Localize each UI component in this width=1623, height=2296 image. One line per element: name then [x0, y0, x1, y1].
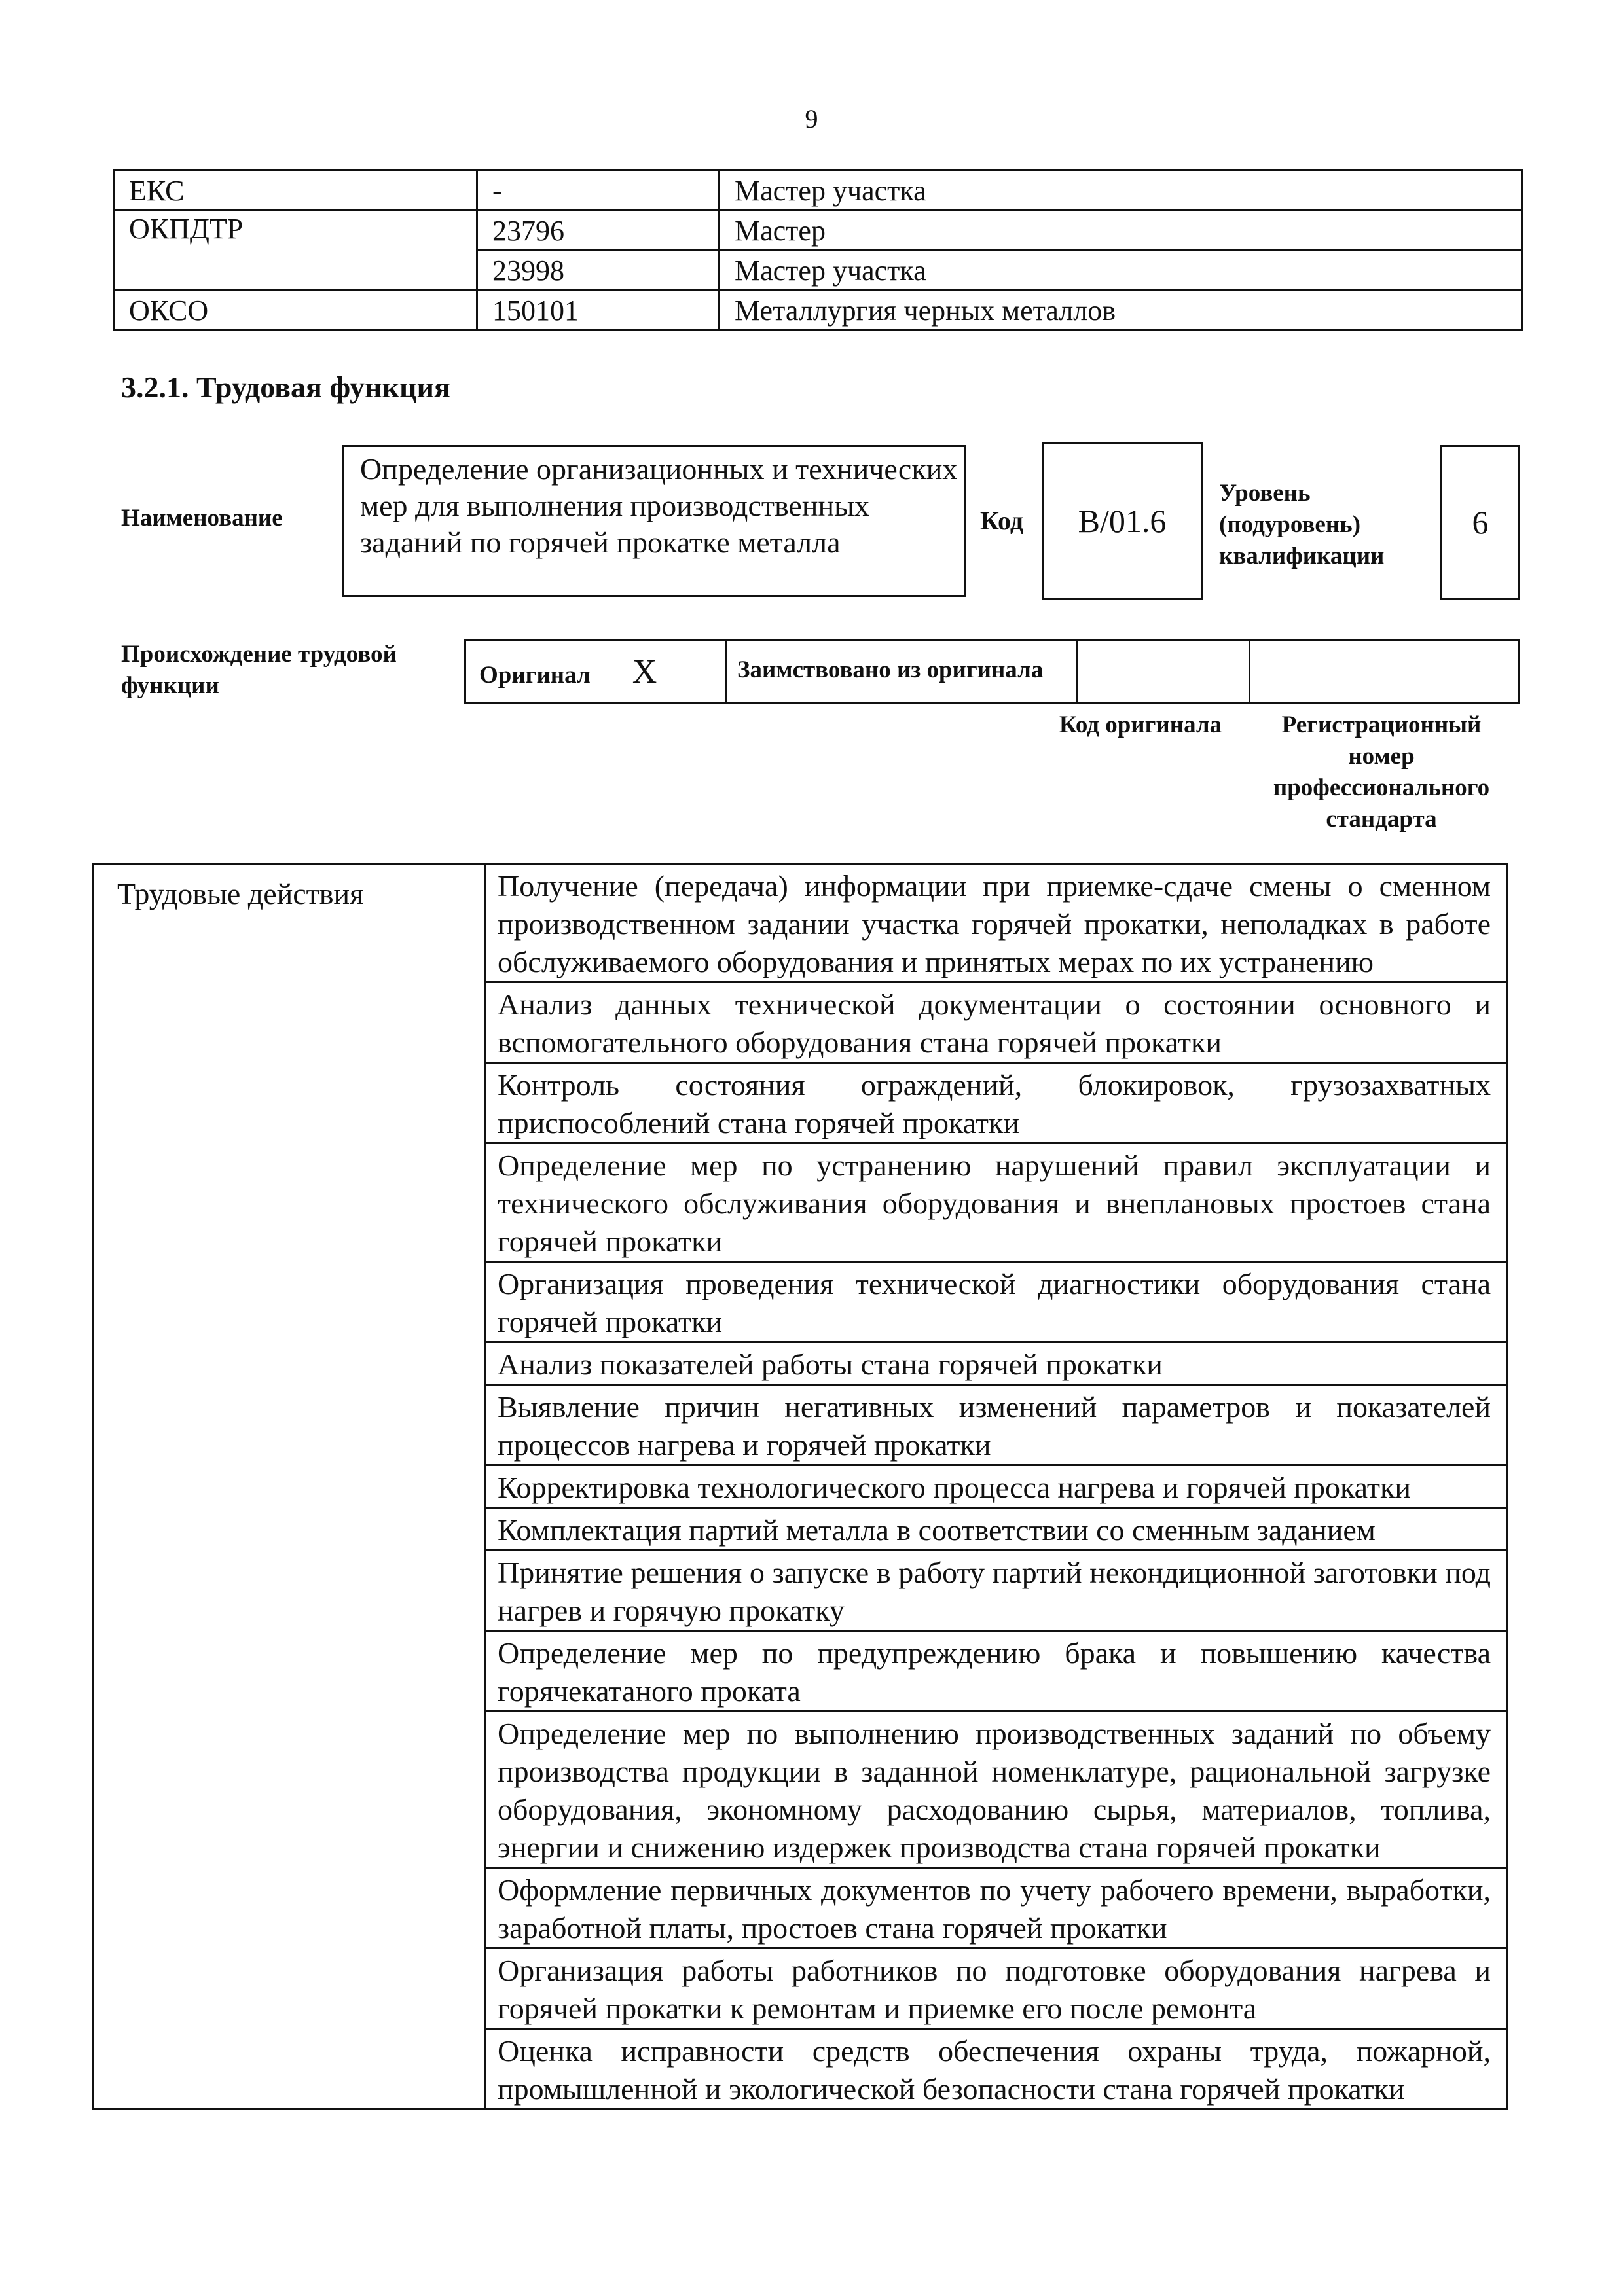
labor-action-item: Оценка исправности средств обеспечения охраны труда, пожарной, промышленной и экологической безопасности стана горячей прокатки — [485, 2029, 1508, 2109]
origin-table — [464, 639, 1520, 704]
classifier-code: 23796 — [477, 210, 720, 250]
page-number: 9 — [805, 104, 818, 134]
labor-action-item: Организация проведения технической диагностики оборудования стана горячей прокатки — [485, 1262, 1508, 1342]
table-row — [114, 210, 1522, 250]
classifier-code: - — [477, 170, 720, 210]
section-title: 3.2.1. Трудовая функция — [121, 370, 450, 404]
level-label: Уровень (подуровень) квалификации — [1219, 480, 1385, 569]
table-row — [114, 290, 1522, 330]
function-name-box — [342, 445, 966, 597]
labor-actions-table — [92, 863, 1508, 2110]
function-code: B/01.6 — [1078, 503, 1167, 539]
classifier-title: Мастер — [720, 210, 1522, 250]
function-code-box — [1042, 442, 1203, 600]
original-cell — [465, 640, 726, 704]
labor-action-item: Выявление причин негативных изменений параметров и показателей процессов нагрева и горячей прокатки — [485, 1385, 1508, 1465]
classifier-title: Металлургия черных металлов — [720, 290, 1522, 330]
labor-action-item: Контроль состояния ограждений, блокировок, грузозахватных приспособлений стана горячей прокатки — [485, 1063, 1508, 1143]
level-box — [1440, 445, 1520, 600]
classifier-name: ЕКС — [114, 170, 477, 210]
reg-number-caption: Регистрационный номер профессионального стандарта — [1273, 711, 1490, 833]
labor-action-item: Определение мер по устранению нарушений правил эксплуатации и технического обслуживания оборудования и внеплановых простоев стана горячей прокатки — [485, 1143, 1508, 1262]
classifier-code: 23998 — [477, 250, 720, 290]
borrowed-label: Заимствовано из оригинала — [737, 656, 1044, 683]
labor-action-item: Анализ данных технической документации о состоянии основного и вспомогательного оборудования стана горячей прокатки — [485, 982, 1508, 1063]
labor-action-item: Определение мер по предупреждению брака и повышению качества горячекатаного проката — [485, 1631, 1508, 1712]
code-original-caption: Код оригинала — [1059, 711, 1222, 738]
origin-label: Происхождение трудовой функции — [121, 641, 397, 699]
original-mark: X — [632, 653, 657, 691]
classifier-title: Мастер участка — [720, 250, 1522, 290]
classifier-code: 150101 — [477, 290, 720, 330]
labor-action-item: Оформление первичных документов по учету рабочего времени, выработки, заработной платы, простоев стана горячей прокатки — [485, 1868, 1508, 1948]
labor-action-item: Комплектация партий металла в соответствии со сменным заданием — [485, 1508, 1508, 1551]
name-label: Наименование — [121, 505, 283, 531]
table-row — [114, 170, 1522, 210]
labor-action-item: Анализ показателей работы стана горячей прокатки — [485, 1342, 1508, 1385]
code-original-cell — [1078, 640, 1250, 704]
classifier-table — [113, 169, 1523, 331]
borrowed-cell — [726, 640, 1078, 704]
original-label: Оригинал — [479, 661, 591, 689]
labor-action-item: Получение (передача) информации при приемке-сдаче смены о сменном производственном задании участка горячей прокатки, неполадках в работе обслуживаемого оборудования и принятых мерах по их устранению — [485, 864, 1508, 982]
classifier-name: ОКПДТР — [114, 210, 477, 290]
table-row — [93, 864, 1508, 982]
labor-action-item: Корректировка технологического процесса нагрева и горячей прокатки — [485, 1465, 1508, 1508]
function-name: Определение организационных и технических мер для выполнения производственных заданий по горячей прокатке металла — [360, 452, 958, 559]
classifier-name: ОКСО — [114, 290, 477, 330]
reg-number-cell — [1250, 640, 1520, 704]
labor-action-item: Организация работы работников по подготовке оборудования нагрева и горячей прокатки к ремонтам и приемке его после ремонта — [485, 1948, 1508, 2029]
labor-action-item: Принятие решения о запуске в работу партий некондиционной заготовки под нагрев и горячую прокатку — [485, 1551, 1508, 1631]
classifier-title: Мастер участка — [720, 170, 1522, 210]
labor-action-item: Определение мер по выполнению производственных заданий по объему производства продукции в заданной номенклатуре, рациональной загрузке оборудования, экономному расходованию сырья, материалов, топлива, энергии и снижению издержек производства стана горячей прокатки — [485, 1712, 1508, 1868]
table-row — [465, 640, 1520, 704]
code-label: Код — [980, 506, 1024, 535]
labor-actions-header: Трудовые действия — [93, 864, 485, 2109]
level-value: 6 — [1472, 504, 1489, 541]
